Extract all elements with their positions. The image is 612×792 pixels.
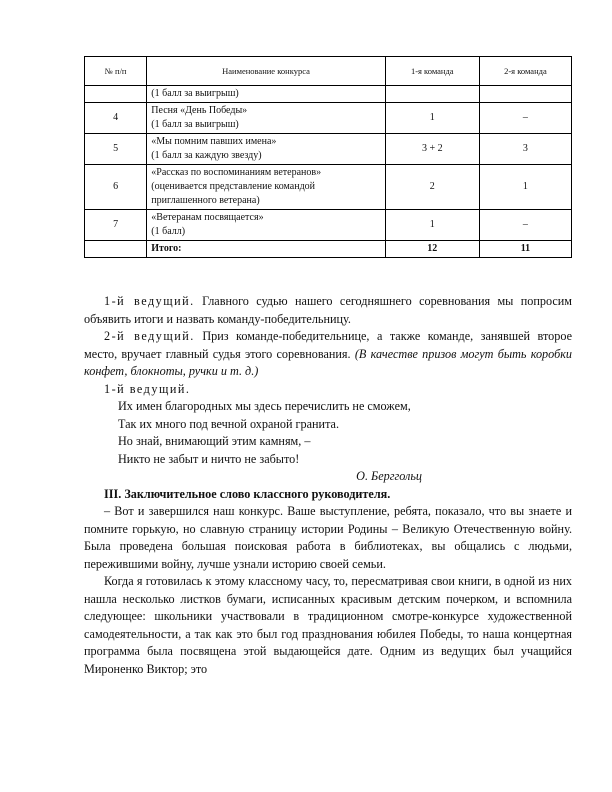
cell-team-2	[479, 86, 571, 103]
cell-team-1: 1	[385, 210, 479, 241]
cell-team-1: 2	[385, 165, 479, 210]
contest-line: (оценивается представление командой	[151, 181, 316, 192]
table-row	[85, 134, 572, 165]
poem-line: Их имен благородных мы здесь перечислить не сможем,	[118, 399, 411, 413]
cell-number: 5	[85, 134, 147, 165]
paragraph-text: Главного судью нашего сегодняшнего соревнования мы попросим объявить итоги и назвать команду-победительницу.	[84, 294, 572, 326]
total-label: Итого:	[147, 241, 385, 258]
table-row	[85, 86, 572, 103]
table-row	[85, 165, 572, 210]
poem-line: Никто не забыт и ничто не забыто!	[118, 451, 300, 466]
poem-line: Так их много под вечной охраной гранита.	[118, 416, 340, 431]
cell-contest-name	[147, 210, 385, 241]
cell-team-2: –	[479, 210, 571, 241]
contest-line: «Ветеранам посвящается»	[151, 212, 264, 223]
paragraph-teacher-1: – Вот и завершился наш конкурс. Ваше выступление, ребята, показало, что вы знаете и помните горькую, но славную страницу истории Родины – Великую Отечественную войну. Была проведена большая поисковая работа в библиотеках, вы общались с людьми, пережившими войну, лучше узнали историю своей семьи.	[84, 504, 572, 571]
cell-number	[85, 241, 147, 258]
body-text	[84, 293, 572, 678]
paragraph-teacher-2: Когда я готовилась к этому классному часу, то, пересматривая свои книги, в одной из них нашла несколько листков бумаги, исписанных красивым детским почерком, и вспомнила следующее: школьники участвовали в традиционном смотре-конкурсе художественной самодеятельности, а так как это был год празднования юбилея Победы, то наша концертная программа была посвящена этой выдающейся дате. Одним из ведущих был учащийся Мироненко Виктор; это	[84, 574, 572, 676]
cell-team-2: 1	[479, 165, 571, 210]
cell-contest-name	[147, 103, 385, 134]
paragraph-host-1	[84, 293, 572, 328]
header-contest-name: Наименование конкурса	[147, 57, 385, 86]
total-team-2: 11	[479, 241, 571, 258]
paragraph-host-2	[84, 328, 572, 381]
cell-number: 6	[85, 165, 147, 210]
cell-team-1: 3 + 2	[385, 134, 479, 165]
poem	[118, 398, 572, 468]
cell-number: 4	[85, 103, 147, 134]
header-number: № п/п	[85, 57, 147, 86]
contest-line: (1 балл за каждую звезду)	[151, 150, 262, 161]
cell-contest-name	[147, 165, 385, 210]
speaker-label: 2-й ведущий.	[104, 329, 195, 343]
table-header-row	[85, 57, 572, 86]
cell-team-2: –	[479, 103, 571, 134]
cell-team-1	[385, 86, 479, 103]
total-team-1: 12	[385, 241, 479, 258]
section-heading: III. Заключительное слово классного руководителя.	[104, 486, 391, 501]
cell-contest-name: (1 балл за выигрыш)	[147, 86, 385, 103]
stage-direction: (В качестве призов могут быть коробки конфет, блокноты, ручки и т. д.)	[84, 346, 572, 378]
contest-line: Песня «День Победы»	[151, 105, 248, 116]
header-team-2: 2-я команда	[479, 57, 571, 86]
cell-team-1: 1	[385, 103, 479, 134]
contest-line: (1 балл за выигрыш)	[151, 119, 239, 130]
cell-contest-name	[147, 134, 385, 165]
poem-line: Но знай, внимающий этим камням, –	[118, 434, 311, 448]
speaker-label: 1-й ведущий.	[104, 294, 195, 308]
cell-team-2: 3	[479, 134, 571, 165]
table-row	[85, 210, 572, 241]
paragraph-text: Приз команде-победительнице, а также команде, занявшей второе место, вручает главный судья этого соревнования.	[84, 329, 572, 361]
contest-line: (1 балл)	[151, 226, 186, 237]
poem-author: О. Берггольц	[356, 469, 422, 483]
score-table	[84, 56, 572, 258]
speaker-label: 1-й ведущий.	[104, 381, 191, 396]
cell-number	[85, 86, 147, 103]
table-row	[85, 103, 572, 134]
cell-number: 7	[85, 210, 147, 241]
table-total-row	[85, 241, 572, 258]
header-team-1: 1-я команда	[385, 57, 479, 86]
contest-line: «Мы помним павших имена»	[151, 136, 277, 147]
contest-line: приглашенного ветерана)	[151, 195, 260, 206]
contest-line: «Рассказ по воспоминаниям ветеранов»	[151, 167, 322, 178]
paragraph-host-3	[84, 381, 572, 399]
